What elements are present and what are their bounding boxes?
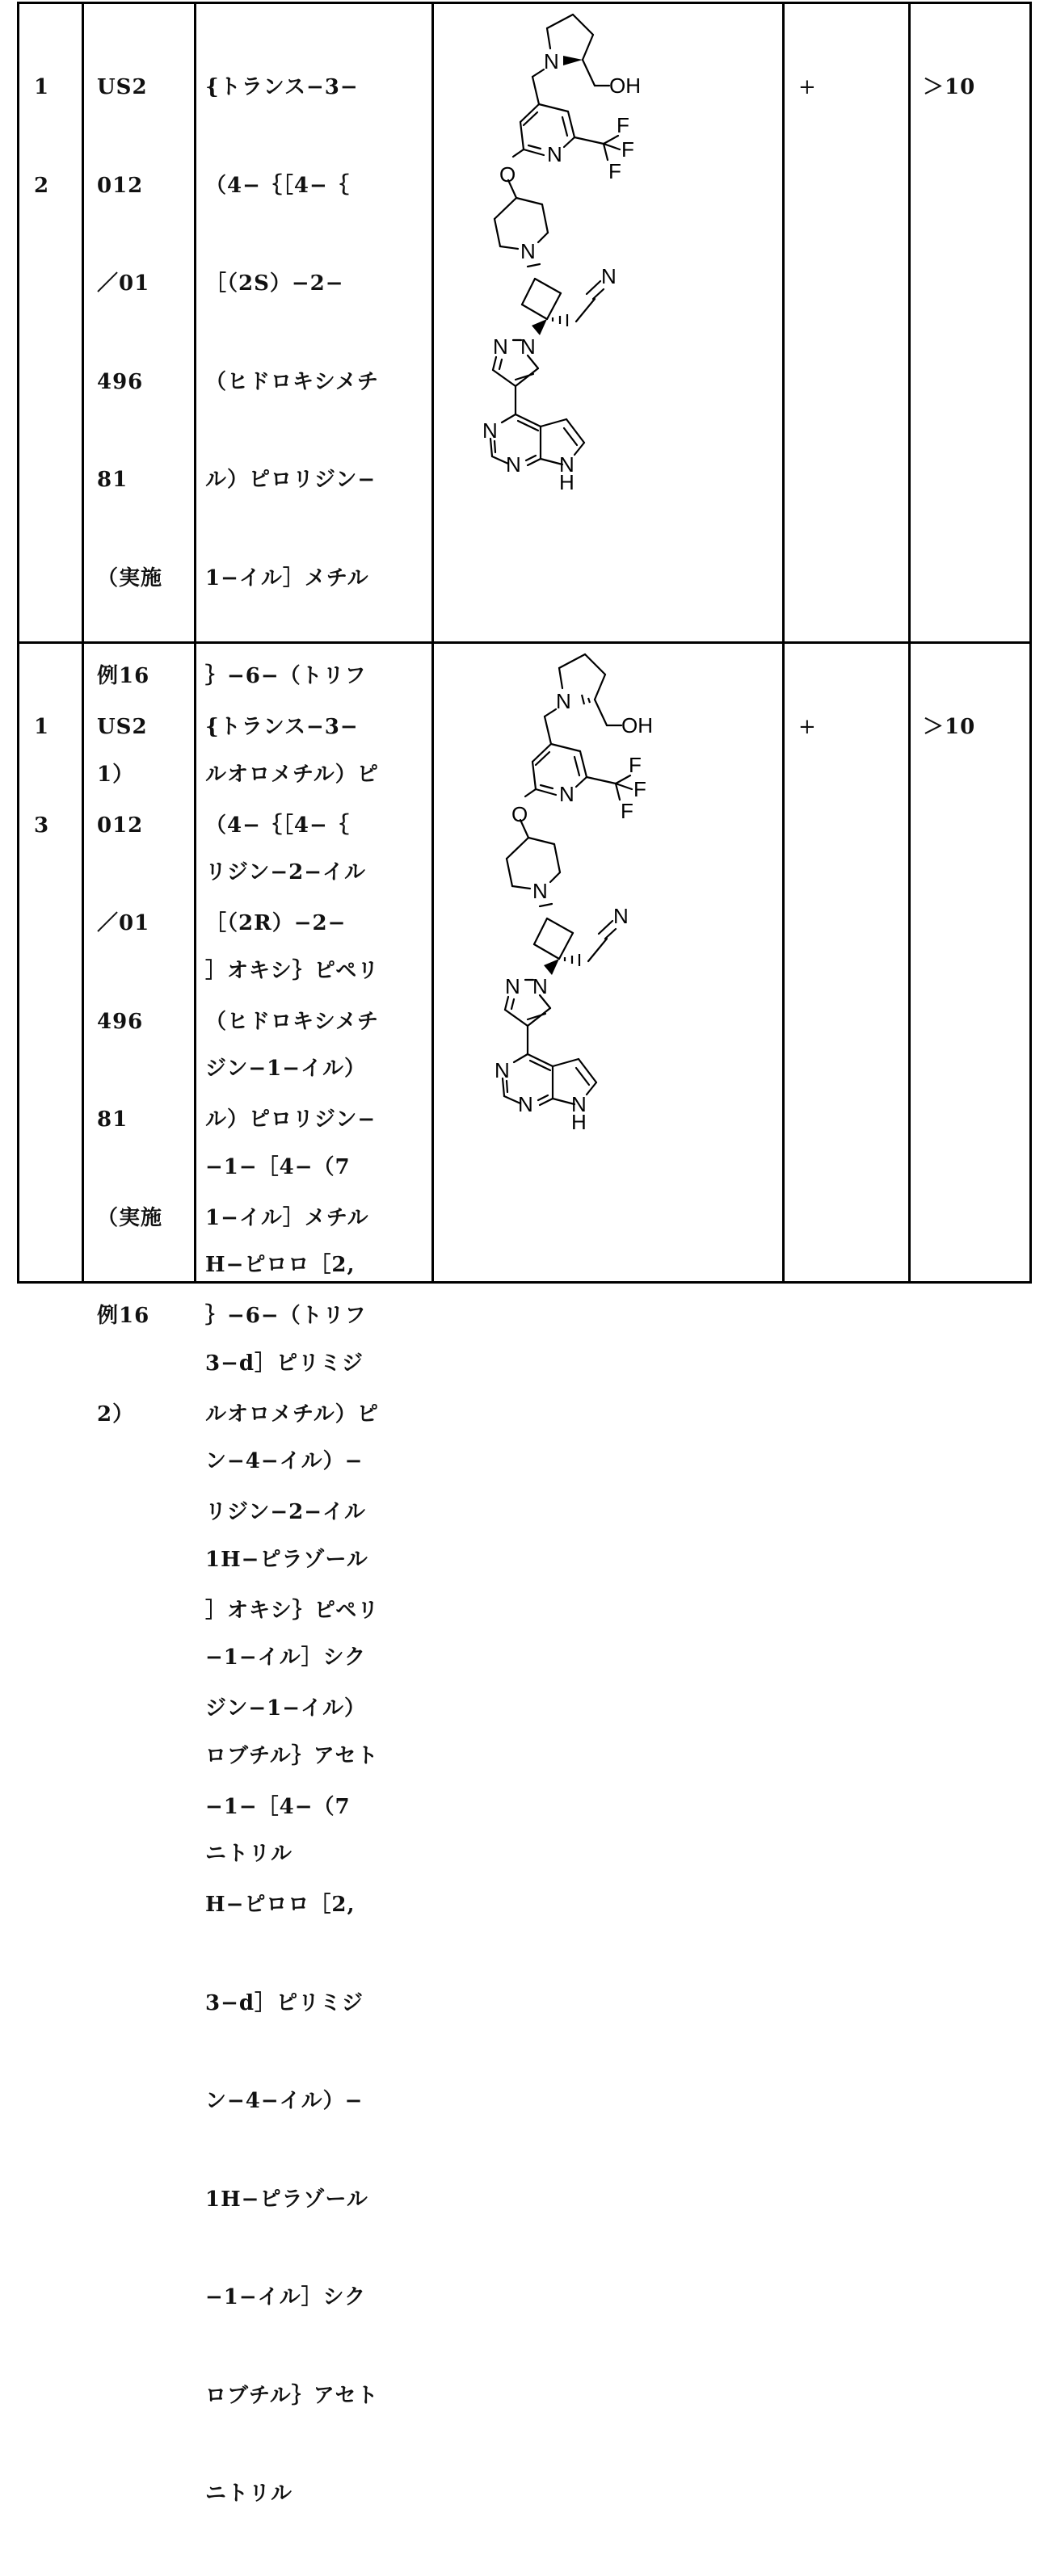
reference-cell [97, 4, 194, 787]
atom-label: OH [621, 713, 653, 738]
value-cell [923, 4, 1028, 641]
reference-line: 496 [97, 1009, 144, 1034]
name-line: 3−d］ピリミジ [205, 1990, 364, 2015]
activity-value: + [798, 715, 817, 739]
name-line: 1H−ピラゾール [205, 1547, 368, 1572]
atom-label: H [571, 1110, 587, 1134]
name-line: ル）ピロリジン− [205, 1107, 377, 1132]
reference-line: 81 [97, 468, 128, 492]
name-line: （4−｛［4−｛ [205, 173, 350, 198]
name-line: リジン−2−イル [205, 860, 367, 885]
measured-value: ＞10 [923, 75, 976, 99]
atom-label: F [608, 159, 621, 183]
atom-label: N [559, 452, 575, 477]
name-line: −1−［4−（7 [205, 1154, 351, 1179]
table-row [19, 644, 1029, 2506]
atom-label: N [571, 1092, 587, 1116]
reference-line: ／01 [97, 911, 150, 935]
name-line: 1−イル］メチル [205, 1205, 369, 1230]
reference-line: 2） [97, 1401, 135, 1427]
atom-label: N [613, 904, 629, 928]
atom-label: N [518, 1092, 533, 1116]
chemical-structure-drawing [434, 644, 782, 1284]
name-line: リジン−2−イル [205, 1500, 367, 1524]
atom-label: N [520, 334, 536, 359]
atom-label: O [511, 802, 528, 826]
atom-label: N [493, 334, 508, 359]
name-line: ｝−6−（トリフ [205, 664, 367, 688]
name-line: {トランス−3− [205, 715, 359, 739]
reference-line: （実施 [97, 1205, 163, 1230]
atom-label: F [633, 777, 646, 801]
name-line: ］オキシ｝ピペリ [205, 958, 380, 983]
name-line: ルオロメチル）ピ [205, 1401, 379, 1427]
compound-table [17, 2, 1032, 2506]
atom-label: N [532, 974, 548, 998]
atom-label: F [621, 137, 634, 162]
entry-number-cell [34, 4, 78, 641]
activity-cell [798, 644, 903, 1284]
name-line: −1−イル］シク [205, 2285, 367, 2309]
entry-number-line: 1 [34, 75, 50, 99]
atom-label: N [532, 879, 548, 903]
name-line: ［（2R）−2− [205, 911, 347, 935]
reference-line: 1） [97, 762, 135, 787]
reference-line: 例16 [97, 664, 150, 688]
name-line: （ヒドロキシメチ [205, 1009, 379, 1034]
atom-label: N [556, 689, 571, 713]
name-line: −1−［4−（7 [205, 1794, 351, 1819]
atom-label: N [601, 264, 617, 288]
reference-cell [97, 644, 194, 1427]
reference-line: US2 [97, 715, 148, 739]
atom-label: N [505, 974, 520, 998]
atom-label: N [520, 239, 536, 263]
value-cell [923, 644, 1028, 1284]
reference-line: 81 [97, 1107, 128, 1132]
name-line: ルオロメチル）ピ [205, 762, 379, 787]
name-line: ［（2S）−2− [205, 271, 344, 296]
name-line: ロブチル｝アセト [205, 2383, 379, 2408]
atom-label: F [629, 753, 642, 777]
name-line: ｝−6−（トリフ [205, 1304, 367, 1328]
reference-line: ／01 [97, 271, 150, 296]
atom-label: N [495, 1058, 510, 1082]
atom-label: N [547, 142, 562, 166]
atom-label: N [482, 418, 498, 443]
reference-line: （実施 [97, 565, 163, 590]
name-line: （ヒドロキシメチ [205, 369, 379, 394]
entry-number-line: 2 [34, 173, 50, 198]
reference-line: 012 [97, 813, 144, 838]
atom-label: F [617, 113, 629, 137]
atom-label: N [506, 452, 521, 477]
name-line: 1−イル］メチル [205, 565, 369, 590]
name-line: ン−4−イル）− [205, 1449, 364, 1473]
measured-value: ＞10 [923, 715, 976, 739]
name-line: ］オキシ｝ピペリ [205, 1598, 380, 1623]
atom-label: OH [609, 74, 641, 98]
reference-line: US2 [97, 75, 148, 99]
atom-label: N [559, 782, 575, 806]
reference-line: 例16 [97, 1304, 150, 1328]
structure-cell [434, 644, 782, 1284]
reference-line: 012 [97, 173, 144, 198]
name-line: {トランス−3− [205, 75, 359, 99]
atom-label: F [621, 799, 633, 823]
name-line: ジン−1−イル） [205, 1696, 367, 1721]
name-line: ロブチル｝アセト [205, 1743, 379, 1768]
name-line: H−ピロロ［2, [205, 1253, 356, 1277]
name-line: ン−4−イル）− [205, 2089, 364, 2113]
name-line: H−ピロロ［2, [205, 1893, 356, 1917]
name-line: 3−d］ピリミジ [205, 1351, 364, 1376]
name-line: （4−｛［4−｛ [205, 813, 350, 838]
atom-label: H [559, 470, 575, 494]
name-line: ジン−1−イル） [205, 1057, 367, 1081]
reference-line: 496 [97, 369, 144, 394]
atom-label: O [499, 162, 516, 187]
activity-value: + [798, 75, 817, 99]
compound-name-cell [205, 644, 431, 2506]
name-line: −1−イル］シク [205, 1645, 367, 1670]
activity-cell [798, 4, 903, 641]
chemical-structure-drawing [434, 4, 782, 641]
structure-cell [434, 4, 782, 641]
name-line: ニトリル [205, 2481, 293, 2506]
atom-label: N [544, 49, 559, 74]
entry-number-line: 1 [34, 715, 50, 739]
name-line: ル）ピロリジン− [205, 468, 377, 492]
entry-number-cell [34, 644, 78, 1284]
entry-number-line: 3 [34, 813, 50, 838]
name-line: ニトリル [205, 1842, 293, 1866]
name-line: 1H−ピラゾール [205, 2187, 368, 2212]
